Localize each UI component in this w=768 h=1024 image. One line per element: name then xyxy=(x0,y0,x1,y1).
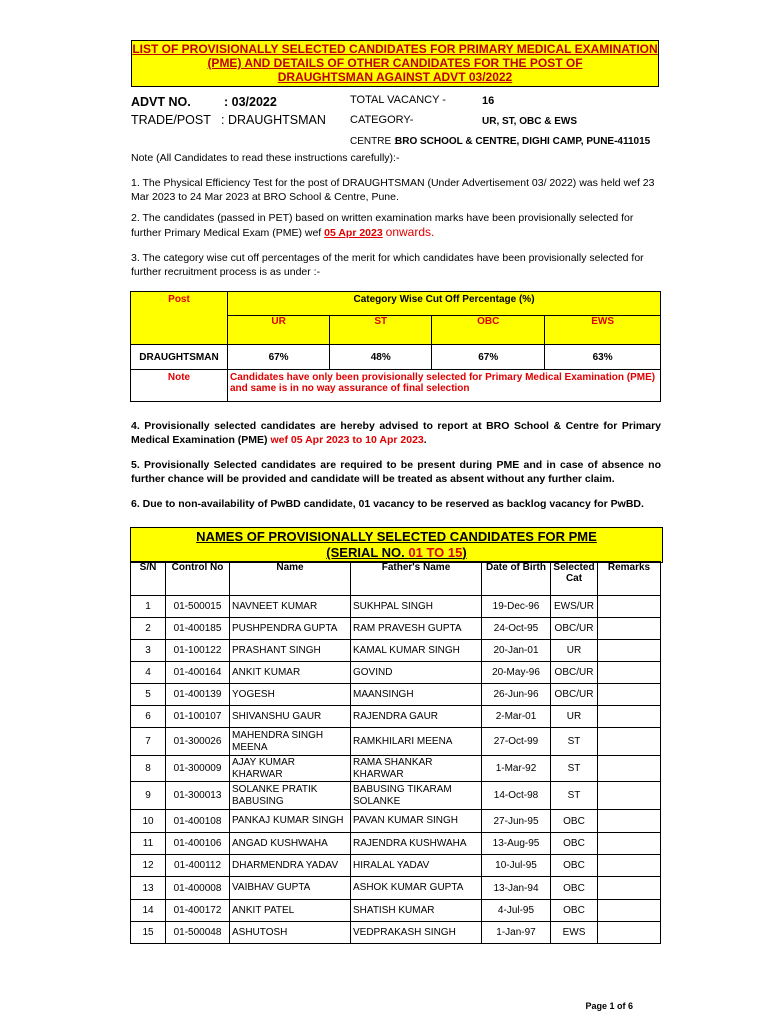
cutoff-post-value: DRAUGHTSMAN xyxy=(131,345,228,370)
table-row xyxy=(131,922,661,944)
cutoff-cat-ews: EWS xyxy=(545,316,661,345)
cell-control-no: 01-400164 xyxy=(166,662,230,684)
cell-sn: 7 xyxy=(131,728,166,756)
category-label: CATEGORY- xyxy=(350,114,414,126)
vacancy-label: TOTAL VACANCY - xyxy=(350,94,446,106)
table-row xyxy=(131,855,661,877)
cell-selected-cat: OBC xyxy=(551,833,598,855)
cell-selected-cat: UR xyxy=(551,640,598,662)
cell-dob: 10-Jul-95 xyxy=(482,855,551,877)
cutoff-cat-ur: UR xyxy=(228,316,330,345)
cell-control-no: 01-300026 xyxy=(166,728,230,756)
cell-name: SOLANKE PRATIK BABUSING xyxy=(230,782,351,810)
instruction-4-text: 4. Provisionally selected candidates are hereby advised to report at BRO School & Centre for Primary Medical Examination (PME) xyxy=(131,420,661,446)
cell-dob: 24-Oct-95 xyxy=(482,618,551,640)
cell-dob: 19-Dec-96 xyxy=(482,596,551,618)
cell-father-name: SUKHPAL SINGH xyxy=(351,596,482,618)
cell-name: ASHUTOSH xyxy=(230,922,351,944)
cell-remarks xyxy=(598,662,661,684)
names-title-line-2 xyxy=(131,545,662,561)
cell-selected-cat: OBC xyxy=(551,900,598,922)
cell-control-no: 01-500015 xyxy=(166,596,230,618)
instruction-6: 6. Due to non-availability of PwBD candidate, 01 vacancy to be reserved as backlog vacancy for PwBD. xyxy=(131,498,644,510)
cell-father-name: RAJENDRA GAUR xyxy=(351,706,482,728)
cell-control-no: 01-300013 xyxy=(166,782,230,810)
cell-name: MAHENDRA SINGH MEENA xyxy=(230,728,351,756)
cell-father-name: ASHOK KUMAR GUPTA xyxy=(351,877,482,900)
col-remarks: Remarks xyxy=(598,562,661,596)
cell-remarks xyxy=(598,618,661,640)
cell-father-name: RAMA SHANKAR KHARWAR xyxy=(351,756,482,782)
cell-father-name: MAANSINGH xyxy=(351,684,482,706)
cutoff-cat-obc: OBC xyxy=(432,316,545,345)
cell-name: YOGESH xyxy=(230,684,351,706)
cell-father-name: RAJENDRA KUSHWAHA xyxy=(351,833,482,855)
col-selected-cat: Selected Cat xyxy=(551,562,598,596)
table-row xyxy=(131,877,661,900)
instruction-3: 3. The category wise cut off percentages of the merit for which candidates have been provisionally selected for further recruitment process is as under :- xyxy=(131,252,644,278)
cell-dob: 13-Jan-94 xyxy=(482,877,551,900)
cutoff-value-obc: 67% xyxy=(432,345,545,370)
cell-name: PRASHANT SINGH xyxy=(230,640,351,662)
trade-label: TRADE/POST xyxy=(131,113,211,127)
vacancy-value: 16 xyxy=(482,95,495,107)
cell-sn: 4 xyxy=(131,662,166,684)
instruction-2 xyxy=(131,211,661,240)
cutoff-post-header: Post xyxy=(131,292,228,345)
cell-selected-cat: EWS xyxy=(551,922,598,944)
cell-control-no: 01-500048 xyxy=(166,922,230,944)
category-value: UR, ST, OBC & EWS xyxy=(482,116,578,127)
cell-remarks xyxy=(598,684,661,706)
names-title xyxy=(130,527,663,563)
table-row xyxy=(131,728,661,756)
cell-control-no: 01-300009 xyxy=(166,756,230,782)
cell-remarks xyxy=(598,728,661,756)
table-row xyxy=(131,756,661,782)
page-footer: Page 1 of 6 xyxy=(585,1001,633,1011)
cell-remarks xyxy=(598,922,661,944)
cell-control-no: 01-400112 xyxy=(166,855,230,877)
centre-label: CENTRE : xyxy=(350,136,397,147)
cell-selected-cat: OBC/UR xyxy=(551,684,598,706)
title-line-3: DRAUGHTSMAN AGAINST ADVT 03/2022 xyxy=(277,70,513,84)
cell-control-no: 01-400172 xyxy=(166,900,230,922)
cell-name: DHARMENDRA YADAV xyxy=(230,855,351,877)
cell-selected-cat: ST xyxy=(551,728,598,756)
cutoff-cat-st: ST xyxy=(330,316,432,345)
cell-control-no: 01-400008 xyxy=(166,877,230,900)
table-row xyxy=(131,833,661,855)
cell-selected-cat: ST xyxy=(551,756,598,782)
cell-sn: 15 xyxy=(131,922,166,944)
cell-remarks xyxy=(598,833,661,855)
col-father-name: Father's Name xyxy=(351,562,482,596)
advt-label: ADVT NO. xyxy=(131,95,191,109)
cutoff-note-text: Candidates have only been provisionally selected for Primary Medical Examination (PME) and same is in no way assurance of final selection xyxy=(228,370,661,402)
trade-value: : DRAUGHTSMAN xyxy=(221,113,326,127)
cell-remarks xyxy=(598,810,661,833)
document-title xyxy=(131,40,659,87)
cell-father-name: GOVIND xyxy=(351,662,482,684)
title-line-2: (PME) AND DETAILS OF OTHER CANDIDATES FOR THE POST OF xyxy=(207,56,583,70)
cell-remarks xyxy=(598,877,661,900)
cutoff-value-ews: 63% xyxy=(545,345,661,370)
instruction-4 xyxy=(131,419,661,447)
cutoff-table xyxy=(130,291,661,402)
col-dob: Date of Birth xyxy=(482,562,551,596)
cell-remarks xyxy=(598,640,661,662)
cell-father-name: RAM PRAVESH GUPTA xyxy=(351,618,482,640)
cutoff-category-header: Category Wise Cut Off Percentage (%) xyxy=(228,292,661,316)
cell-father-name: KAMAL KUMAR SINGH xyxy=(351,640,482,662)
table-row xyxy=(131,596,661,618)
cell-control-no: 01-400108 xyxy=(166,810,230,833)
table-row xyxy=(131,618,661,640)
instruction-5: 5. Provisionally Selected candidates are required to be present during PME and in case of absence no further chance will be provided and candidate will be treated as absent without any further claim. xyxy=(131,459,661,485)
names-title-suffix: ) xyxy=(462,545,467,560)
cell-selected-cat: OBC xyxy=(551,877,598,900)
table-row xyxy=(131,662,661,684)
cell-name: ANKIT PATEL xyxy=(230,900,351,922)
cell-sn: 1 xyxy=(131,596,166,618)
cell-selected-cat: OBC xyxy=(551,855,598,877)
cell-selected-cat: OBC/UR xyxy=(551,662,598,684)
candidates-table xyxy=(130,561,661,944)
cell-remarks xyxy=(598,756,661,782)
cell-selected-cat: EWS/UR xyxy=(551,596,598,618)
table-row xyxy=(131,640,661,662)
cell-control-no: 01-400139 xyxy=(166,684,230,706)
cell-sn: 13 xyxy=(131,877,166,900)
cell-control-no: 01-100122 xyxy=(166,640,230,662)
advt-value: : 03/2022 xyxy=(224,95,277,109)
cell-father-name: SHATISH KUMAR xyxy=(351,900,482,922)
instruction-2-text: 2. The candidates (passed in PET) based on written examination marks have been provisionally selected for further Primary Medical Exam (PME) wef xyxy=(131,212,634,239)
cell-sn: 6 xyxy=(131,706,166,728)
col-sn: S/N xyxy=(131,562,166,596)
cell-control-no: 01-400106 xyxy=(166,833,230,855)
cell-father-name: RAMKHILARI MEENA xyxy=(351,728,482,756)
cell-name: AJAY KUMAR KHARWAR xyxy=(230,756,351,782)
cell-sn: 2 xyxy=(131,618,166,640)
cell-sn: 11 xyxy=(131,833,166,855)
table-row xyxy=(131,782,661,810)
pme-onwards: onwards. xyxy=(385,225,435,239)
cutoff-value-st: 48% xyxy=(330,345,432,370)
cell-dob: 1-Mar-92 xyxy=(482,756,551,782)
pme-start-date: 05 Apr 2023 xyxy=(324,227,383,239)
names-title-prefix: (SERIAL NO. xyxy=(326,545,405,560)
cell-remarks xyxy=(598,855,661,877)
cell-selected-cat: OBC xyxy=(551,810,598,833)
table-row xyxy=(131,684,661,706)
cell-father-name: PAVAN KUMAR SINGH xyxy=(351,810,482,833)
cell-dob: 26-Jun-96 xyxy=(482,684,551,706)
cell-control-no: 01-400185 xyxy=(166,618,230,640)
cutoff-value-ur: 67% xyxy=(228,345,330,370)
cell-remarks xyxy=(598,596,661,618)
cell-dob: 20-May-96 xyxy=(482,662,551,684)
report-dates: wef 05 Apr 2023 to 10 Apr 2023 xyxy=(270,434,424,446)
cell-father-name: HIRALAL YADAV xyxy=(351,855,482,877)
cell-name: PANKAJ KUMAR SINGH xyxy=(230,810,351,833)
col-name: Name xyxy=(230,562,351,596)
cell-sn: 12 xyxy=(131,855,166,877)
cell-name: ANGAD KUSHWAHA xyxy=(230,833,351,855)
cutoff-note-label: Note xyxy=(131,370,228,402)
cell-remarks xyxy=(598,782,661,810)
cell-selected-cat: ST xyxy=(551,782,598,810)
cell-remarks xyxy=(598,900,661,922)
instruction-4-end: . xyxy=(423,434,427,446)
cell-name: VAIBHAV GUPTA xyxy=(230,877,351,900)
names-title-line-1: NAMES OF PROVISIONALLY SELECTED CANDIDATES FOR PME xyxy=(196,529,597,544)
table-row xyxy=(131,900,661,922)
cell-sn: 3 xyxy=(131,640,166,662)
cell-name: NAVNEET KUMAR xyxy=(230,596,351,618)
cell-control-no: 01-100107 xyxy=(166,706,230,728)
col-control-no: Control No xyxy=(166,562,230,596)
cell-sn: 9 xyxy=(131,782,166,810)
cell-sn: 10 xyxy=(131,810,166,833)
names-title-range: 01 TO 15 xyxy=(408,545,463,560)
cell-dob: 13-Aug-95 xyxy=(482,833,551,855)
cell-name: ANKIT KUMAR xyxy=(230,662,351,684)
note-heading: Note (All Candidates to read these instructions carefully):- xyxy=(131,152,400,164)
title-line-1: LIST OF PROVISIONALLY SELECTED CANDIDATES FOR PRIMARY MEDICAL EXAMINATION xyxy=(132,42,658,56)
cell-dob: 1-Jan-97 xyxy=(482,922,551,944)
cell-dob: 20-Jan-01 xyxy=(482,640,551,662)
cell-sn: 14 xyxy=(131,900,166,922)
instruction-1: 1. The Physical Efficiency Test for the post of DRAUGHTSMAN (Under Advertisement 03/ 2022) was held wef 23 Mar 2023 to 24 Mar 2023 at BRO School & Centre, Pune. xyxy=(131,177,655,203)
centre-value: BRO SCHOOL & CENTRE, DIGHI CAMP, PUNE-411015 xyxy=(395,136,651,147)
cell-father-name: BABUSING TIKARAM SOLANKE xyxy=(351,782,482,810)
cell-dob: 14-Oct-98 xyxy=(482,782,551,810)
cell-dob: 27-Jun-95 xyxy=(482,810,551,833)
cell-selected-cat: OBC/UR xyxy=(551,618,598,640)
cell-dob: 4-Jul-95 xyxy=(482,900,551,922)
cell-sn: 5 xyxy=(131,684,166,706)
table-row xyxy=(131,706,661,728)
cell-remarks xyxy=(598,706,661,728)
cell-dob: 27-Oct-99 xyxy=(482,728,551,756)
cell-name: SHIVANSHU GAUR xyxy=(230,706,351,728)
table-row xyxy=(131,810,661,833)
cell-father-name: VEDPRAKASH SINGH xyxy=(351,922,482,944)
cell-name: PUSHPENDRA GUPTA xyxy=(230,618,351,640)
cell-selected-cat: UR xyxy=(551,706,598,728)
cell-sn: 8 xyxy=(131,756,166,782)
cell-dob: 2-Mar-01 xyxy=(482,706,551,728)
